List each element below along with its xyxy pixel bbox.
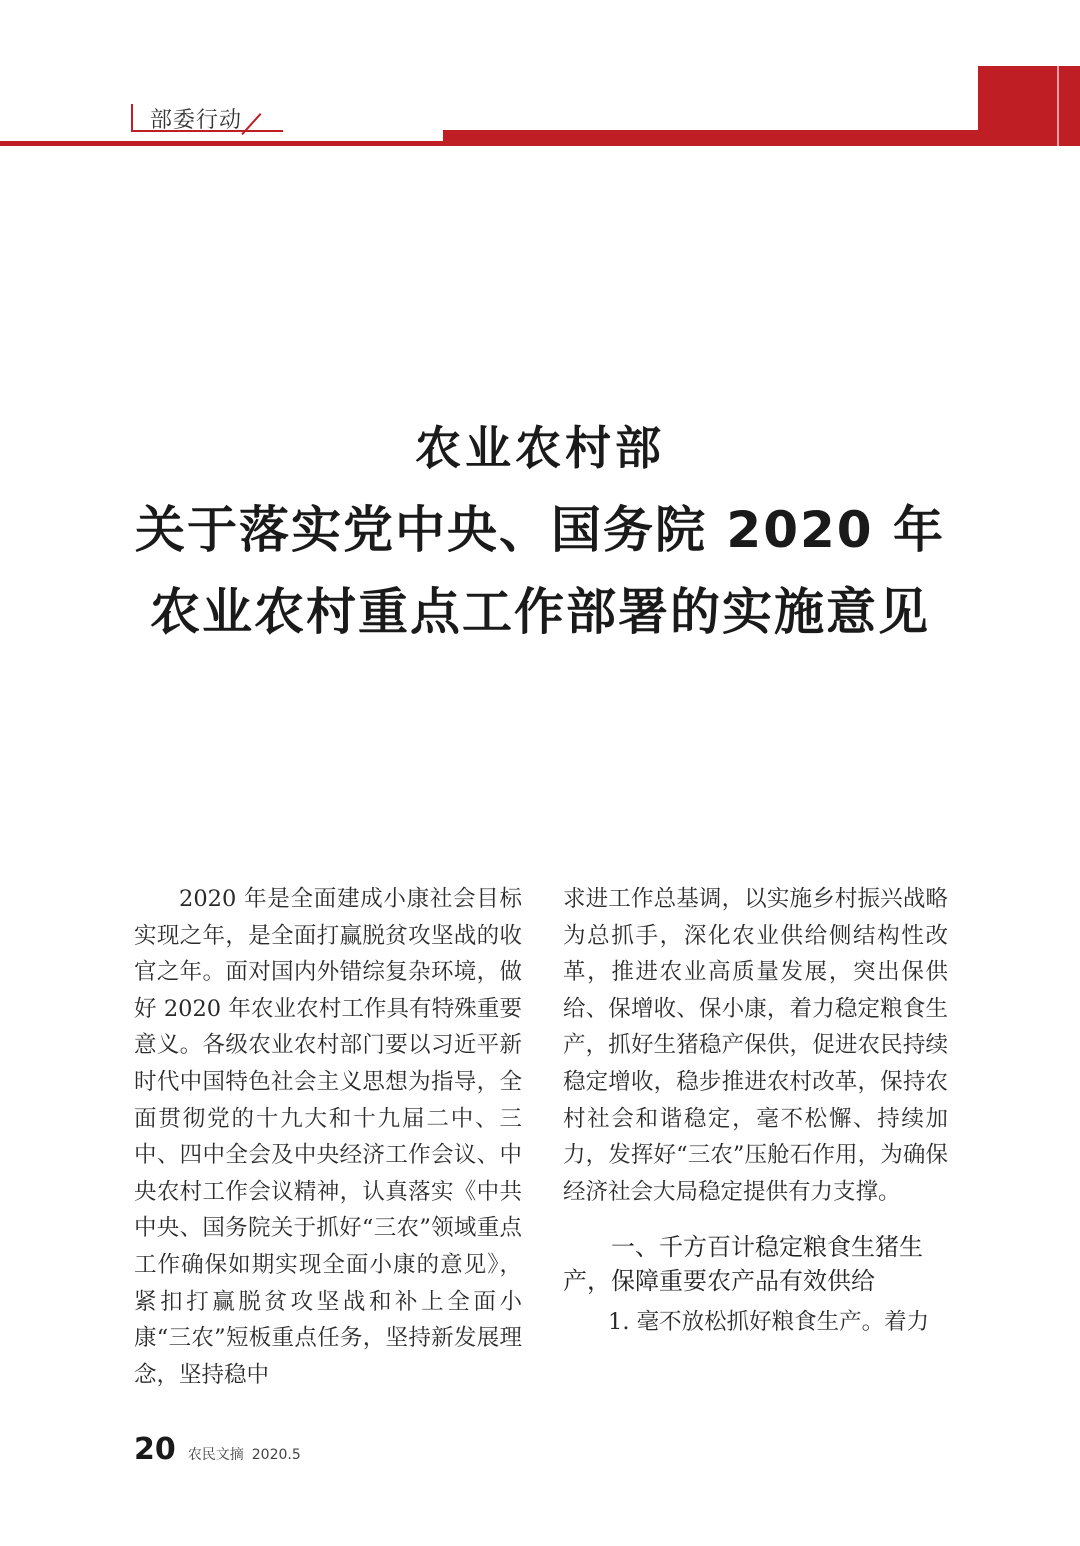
title-issuer: 农业农村部: [415, 421, 665, 475]
header-corner-block: [978, 66, 1080, 146]
intro-paragraph-continued: 求进工作总基调，以实施乡村振兴战略为总抓手，深化农业供给侧结构性改革，推进农业高质量发展，突出保供给、保增收、保小康，着力稳定粮食生产，抓好生猪稳产保供，促进农民持续稳定增收，稳步推进农村改革，保持农村社会和谐稳定，毫不松懈、持续加力，发挥好“三农”压舱石作用，为确保经济社会大局稳定提供有力支撑。: [563, 886, 948, 1205]
title-line-3: 农业农村重点工作部署的实施意见: [150, 583, 930, 641]
magazine-name: 农民文摘: [187, 1447, 244, 1463]
header-rule-thin: [0, 141, 443, 146]
title-line-2: 关于落实党中央、国务院 2020 年: [135, 501, 945, 559]
section-1-item-1: 1. 毫不放松抓好粮食生产。着力: [608, 1309, 930, 1336]
body-column-left: [134, 881, 522, 1393]
header-rule-thick: [443, 130, 983, 146]
page-footer: [134, 1432, 309, 1467]
issue-number: 2020.5: [251, 1447, 301, 1463]
intro-paragraph: 2020 年是全面建成小康社会目标实现之年，是全面打赢脱贫攻坚战的收官之年。面对国内外错综复杂环境，做好 2020 年农业农村工作具有特殊重要意义。各级农业农村部门要以习近平新时代中国特色社会主义思想为指导，全面贯彻党的十九大和十九届二中、三中、四中全会及中央经济工作会议、中央农村工作会议精神，认真落实《中共中央、国务院关于抓好“三农”领域重点工作确保如期实现全面小康的意见》，紧扣打赢脱贫攻坚战和补上全面小康“三农”短板重点任务，坚持新发展理念，坚持稳中: [134, 886, 522, 1388]
page-number: 20: [134, 1432, 176, 1467]
body-column-right: [563, 881, 948, 1341]
header-corner-divider: [1057, 66, 1059, 146]
section-label: 部委行动: [150, 108, 243, 133]
section-heading-1: 一、千方百计稳定粮食生猪生产，保障重要农产品有效供给: [563, 1233, 923, 1296]
